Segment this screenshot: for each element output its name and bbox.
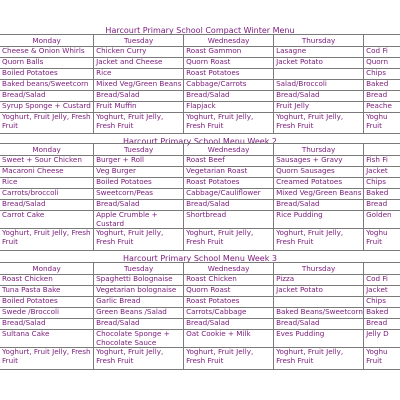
menu-cell: Rice	[0, 178, 94, 189]
menu-table	[0, 143, 400, 251]
menu-row	[0, 113, 400, 134]
menu-row	[0, 319, 400, 330]
menu-row	[0, 189, 400, 200]
day-header-row	[0, 263, 400, 275]
menu-cell: Yoghu Fruit	[364, 113, 400, 134]
menu-cell: Sweetcorn/Peas	[94, 189, 184, 200]
menu-cell: Yoghurt, Fruit Jelly, Fresh Fruit	[94, 113, 184, 134]
menu-cell: Sweet + Sour Chicken	[0, 156, 94, 167]
menu-cell: Roast Beef	[184, 156, 274, 167]
day-header: Thursday	[274, 144, 364, 156]
menu-table	[0, 34, 400, 134]
menu-row	[0, 275, 400, 286]
menu-cell: Chips	[364, 178, 400, 189]
menu-cell: Yoghurt, Fruit Jelly, Fresh Fruit	[94, 229, 184, 251]
day-header: Tuesday	[94, 263, 184, 275]
menu-cell: Baked Beans/Sweetcorn	[274, 308, 364, 319]
menu-cell: Bread/Salad	[184, 319, 274, 330]
menu-cell: Lasagne	[274, 47, 364, 58]
menu-cell: Bread/Salad	[184, 91, 274, 102]
menu-cell: Spaghetti Bolognaise	[94, 275, 184, 286]
menu-cell: Quorn Balls	[0, 58, 94, 69]
menu-cell: Mixed Veg/Green Beans	[94, 80, 184, 91]
menu-cell: Tuna Pasta Bake	[0, 286, 94, 297]
menu-cell: Jelly D	[364, 330, 400, 348]
menu-cell: Yoghurt, Fruit Jelly, Fresh Fruit	[274, 348, 364, 370]
day-header: Wednesday	[184, 35, 274, 47]
menu-row	[0, 211, 400, 229]
menu-cell: Yoghurt, Fruit Jelly, Fresh Fruit	[94, 348, 184, 370]
menu-cell: Carrots/Cabbage	[184, 308, 274, 319]
menu-title: Harcourt Primary School Compact Winter Menu	[105, 26, 295, 35]
menu-cell: Vegetarian Roast	[184, 167, 274, 178]
menu-cell: Yoghu Fruit	[364, 348, 400, 370]
menu-title: Harcourt Primary School Menu Week 2	[123, 137, 277, 146]
menu-cell: Baked beans/Sweetcorn	[0, 80, 94, 91]
menu-cell: Fruit Jelly	[274, 102, 364, 113]
menu-cell: Fish Fi	[364, 156, 400, 167]
menu-cell: Quorn Sausages	[274, 167, 364, 178]
menu-cell: Cheese & Onion Whirls	[0, 47, 94, 58]
menu-cell: Bread	[364, 319, 400, 330]
menu-row	[0, 69, 400, 80]
menu-cell: Bread/Salad	[94, 91, 184, 102]
menu-cell: Baked	[364, 80, 400, 91]
menu-row	[0, 286, 400, 297]
menu-cell: Bread/Salad	[274, 319, 364, 330]
day-header: Monday	[0, 144, 94, 156]
menu-cell: Cod Fi	[364, 275, 400, 286]
day-header	[364, 35, 400, 47]
menu-cell: Syrup Sponge + Custard	[0, 102, 94, 113]
menu-row	[0, 156, 400, 167]
menu-cell: Chips	[364, 297, 400, 308]
menu-cell: Boiled Potatoes	[0, 69, 94, 80]
menu-cell: Sultana Cake	[0, 330, 94, 348]
menu-cell: Bread	[364, 200, 400, 211]
day-header: Wednesday	[184, 144, 274, 156]
menu-cell: Golden	[364, 211, 400, 229]
menu-cell: Bread/Salad	[274, 91, 364, 102]
menu-cell: Mixed Veg/Green Beans	[274, 189, 364, 200]
menu-cell: Peache	[364, 102, 400, 113]
menu-cell: Jacket and Cheese	[94, 58, 184, 69]
menu-row	[0, 229, 400, 251]
menu-cell: Roast Chicken	[0, 275, 94, 286]
menu-cell: Carrots/broccoli	[0, 189, 94, 200]
menu-cell: Bread/Salad	[94, 319, 184, 330]
menu-cell: Shortbread	[184, 211, 274, 229]
menu-cell: Yoghurt, Fruit Jelly, Fresh Fruit	[274, 113, 364, 134]
menu-cell	[274, 69, 364, 80]
day-header: Monday	[0, 35, 94, 47]
menu-cell: Yoghurt, Fruit Jelly, Fresh Fruit	[184, 229, 274, 251]
menu-cell	[274, 297, 364, 308]
menu-cell: Chocolate Sponge + Chocolate Sauce	[94, 330, 184, 348]
menu-cell: Creamed Potatoes	[274, 178, 364, 189]
menu-cell: Bread/Salad	[0, 91, 94, 102]
menu-cell: Rice Pudding	[274, 211, 364, 229]
menu-row	[0, 348, 400, 370]
menu-cell: Jacket	[364, 286, 400, 297]
menu-cell: Yoghurt, Fruit Jelly, Fresh Fruit	[0, 348, 94, 370]
menu-cell: Yoghurt, Fruit Jelly, Fresh Fruit	[0, 113, 94, 134]
menu-cell: Chips	[364, 69, 400, 80]
menu-table	[0, 262, 400, 370]
menu-cell: Roast Potatoes	[184, 178, 274, 189]
menu-row	[0, 297, 400, 308]
menu-cell: Quorn	[364, 58, 400, 69]
menu-cell: Salad/Broccoli	[274, 80, 364, 91]
menu-cell: Bread/Salad	[0, 200, 94, 211]
menu-cell: Bread	[364, 91, 400, 102]
menu-cell: Flapjack	[184, 102, 274, 113]
menu-row	[0, 102, 400, 113]
menu-row	[0, 167, 400, 178]
menu-cell: Boiled Potatoes	[0, 297, 94, 308]
menu-cell: Jacket	[364, 167, 400, 178]
menu-cell: Green Beans /Salad	[94, 308, 184, 319]
menu-cell: Roast Chicken	[184, 275, 274, 286]
menu-cell: Jacket Potato	[274, 286, 364, 297]
menu-row	[0, 200, 400, 211]
menu-row	[0, 178, 400, 189]
menu-cell: Cod Fi	[364, 47, 400, 58]
menu-cell: Bread/Salad	[0, 319, 94, 330]
menu-cell: Rice	[94, 69, 184, 80]
menu-cell: Quorn Roast	[184, 286, 274, 297]
menu-cell: Chicken Curry	[94, 47, 184, 58]
menu-cell: Swede /Broccoli	[0, 308, 94, 319]
menu-cell: Oat Cookie + Milk	[184, 330, 274, 348]
menu-cell: Vegetarian bolognaise	[94, 286, 184, 297]
day-header: Tuesday	[94, 35, 184, 47]
menu-cell: Bread/Salad	[274, 200, 364, 211]
day-header-row	[0, 144, 400, 156]
menu-cell: Jacket Potato	[274, 58, 364, 69]
menu-cell: Quorn Roast	[184, 58, 274, 69]
menu-cell: Pizza	[274, 275, 364, 286]
menu-row	[0, 308, 400, 319]
menu-cell: Apple Crumble + Custard	[94, 211, 184, 229]
menu-cell: Baked	[364, 308, 400, 319]
menu-title: Harcourt Primary School Menu Week 3	[123, 254, 277, 263]
day-header: Thursday	[274, 263, 364, 275]
menu-cell: Fruit Muffin	[94, 102, 184, 113]
menu-cell: Sausages + Gravy	[274, 156, 364, 167]
menu-row	[0, 330, 400, 348]
menu-cell: Garlic Bread	[94, 297, 184, 308]
menu-cell: Yoghu Fruit	[364, 229, 400, 251]
day-header: Thursday	[274, 35, 364, 47]
menu-cell: Eves Pudding	[274, 330, 364, 348]
day-header	[364, 144, 400, 156]
menu-cell: Yoghurt, Fruit Jelly, Fresh Fruit	[0, 229, 94, 251]
menu-cell: Macaroni Cheese	[0, 167, 94, 178]
menu-cell: Yoghurt, Fruit Jelly, Fresh Fruit	[274, 229, 364, 251]
menu-cell: Bread/Salad	[94, 200, 184, 211]
menu-cell: Veg Burger	[94, 167, 184, 178]
menu-cell: Yoghurt, Fruit Jelly, Fresh Fruit	[184, 113, 274, 134]
menu-cell: Burger + Roll	[94, 156, 184, 167]
menu-row	[0, 58, 400, 69]
menu-row	[0, 47, 400, 58]
day-header: Tuesday	[94, 144, 184, 156]
menu-cell: Baked	[364, 189, 400, 200]
day-header	[364, 263, 400, 275]
menu-row	[0, 91, 400, 102]
menu-cell: Cabbage/Carrots	[184, 80, 274, 91]
day-header: Monday	[0, 263, 94, 275]
menu-cell: Yoghurt, Fruit Jelly, Fresh Fruit	[184, 348, 274, 370]
day-header-row	[0, 35, 400, 47]
menu-cell: Carrot Cake	[0, 211, 94, 229]
menu-cell: Roast Potatoes	[184, 69, 274, 80]
menu-cell: Boiled Potatoes	[94, 178, 184, 189]
menu-cell: Cabbage/Cauliflower	[184, 189, 274, 200]
day-header: Wednesday	[184, 263, 274, 275]
menu-cell: Roast Gammon	[184, 47, 274, 58]
menu-cell: Roast Potatoes	[184, 297, 274, 308]
menu-cell: Bread/Salad	[184, 200, 274, 211]
menu-row	[0, 80, 400, 91]
